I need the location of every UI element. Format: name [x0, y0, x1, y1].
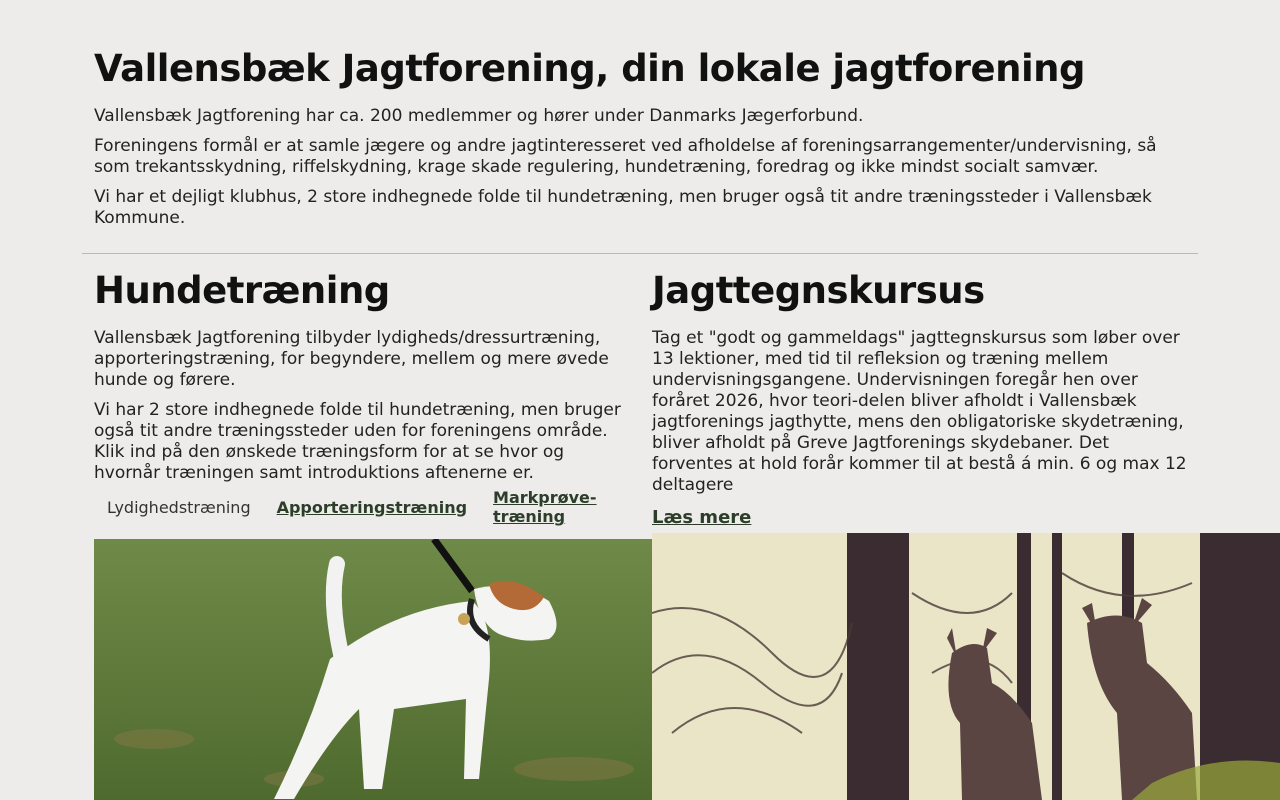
intro-section [94, 42, 1194, 238]
tab-markprove-traening[interactable]: Markprøve-træning [493, 488, 597, 526]
intro-paragraph: Vi har et dejligt klubhus, 2 store indhegnede folde til hundetræning, men bruger også tit andre træningssteder i Vallensbæk Kommune. [94, 187, 1152, 228]
read-more-link[interactable]: Læs mere [652, 507, 752, 528]
tab-apporteringstraening[interactable]: Apporteringstræning [276, 497, 468, 517]
intro-paragraph: Vallensbæk Jagtforening har ca. 200 medlemmer og hører under Danmarks Jægerforbund. [94, 106, 864, 126]
dog-training-image [94, 539, 652, 800]
dog-training-title: Hundetræning [94, 269, 390, 312]
deer-forest-image [652, 533, 1280, 800]
dog-training-section [94, 264, 624, 526]
page-title: Vallensbæk Jagtforening, din lokale jagtforening [94, 47, 1085, 90]
hunting-course-title: Jagttegnskursus [652, 269, 985, 312]
section-divider [82, 253, 1198, 254]
dog-training-paragraph: Vi har 2 store indhegnede folde til hundetræning, men bruger også tit andre træningssteder uden for foreningens område. Klik ind på den ønskede træningsform for at se hvor og hvornår træningen samt introduktions aftenerne er. [94, 400, 621, 483]
hunting-course-paragraph: Tag et "godt og gammeldags" jagttegnskursus som løber over 13 lektioner, med tid til refleksion og træning mellem undervisningsgangene. Undervisningen foregår hen over foråret 2026, hvor teori-delen bliver afholdt i Vallensbæk jagtforenings jagthytte, mens den obligatoriske skydetræning, bliver afholdt på Greve Jagtforenings skydebaner. Det forventes at hold forår kommer til at bestå á min. 6 og max 12 deltagere [652, 328, 1187, 495]
tab-lydighedstraening[interactable]: Lydighedstræning [107, 497, 251, 517]
intro-paragraph: Foreningens formål er at samle jægere og andre jagtinteresseret ved afholdelse af foreningsarrangementer/undervisning, så som trekantsskydning, riffelskydning, krage skade regulering, hundetræning, foredrag og ikke mindst socialt samvær. [94, 136, 1157, 177]
hunting-course-section [652, 264, 1188, 528]
dog-training-paragraph: Vallensbæk Jagtforening tilbyder lydigheds/dressurtræning, apporteringstræning, for begyndere, mellem og mere øvede hunde og førere. [94, 328, 609, 390]
training-tabs [94, 488, 624, 526]
